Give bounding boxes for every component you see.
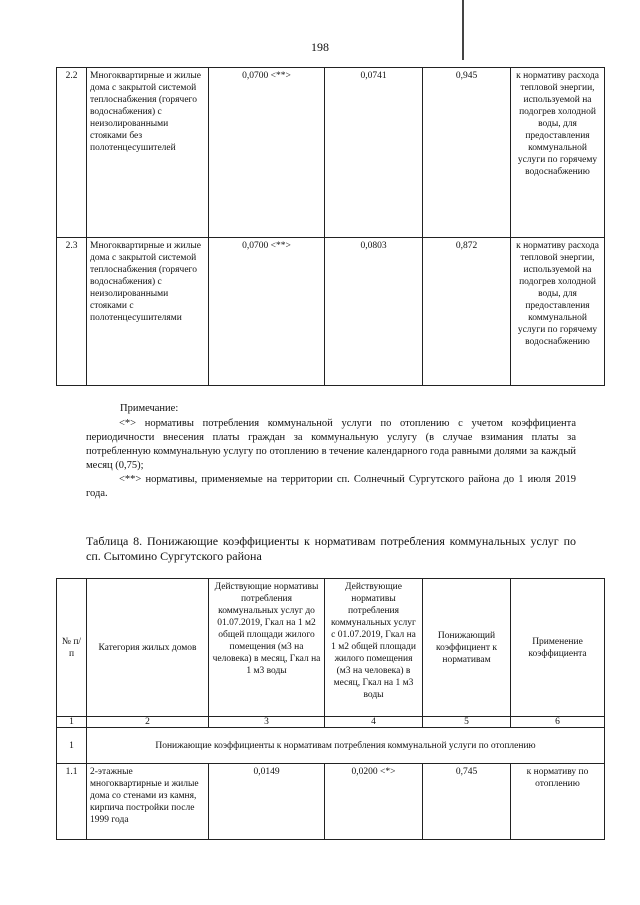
header-row — [57, 579, 605, 717]
notes-title: Примечание: — [120, 403, 179, 414]
table-8-heading: Таблица 8. Понижающие коэффициенты к нормативам потребления коммунальных услуг по сп. Сытомино Сургутского района — [86, 534, 576, 563]
table-8 — [56, 578, 605, 840]
header-num: № п/п — [57, 579, 87, 717]
index-cell: 3 — [209, 717, 325, 728]
index-cell: 4 — [325, 717, 423, 728]
section-number: 1 — [57, 728, 87, 764]
index-cell: 6 — [511, 717, 605, 728]
index-cell: 2 — [87, 717, 209, 728]
section-title: Понижающие коэффициенты к нормативам потребления коммунальной услуги по отоплению — [87, 728, 605, 764]
reduction-coefficient: 0,945 — [423, 68, 511, 238]
norm-after: 0,0200 <*> — [325, 764, 423, 840]
table-row — [57, 68, 605, 238]
scan-artifact — [290, 0, 350, 22]
page-number: 198 — [311, 40, 329, 54]
note-double-star: <**> нормативы, применяемые на территории сп. Солнечный Сургутского района до 1 июля 2019 года. — [86, 474, 576, 499]
row-number: 2.2 — [57, 68, 87, 238]
coefficient-application: к нормативу расхода тепловой энергии, используемой на подогрев холодной воды, для предоставления коммунальной услуги по горячему водоснабжению — [511, 68, 605, 238]
house-category: Многоквартирные и жилые дома с закрытой системой теплоснабжения (горячего водоснабжения) с неизолированными стояками без полотенцесушителей — [87, 68, 209, 238]
reduction-coefficient: 0,872 — [423, 238, 511, 386]
reduction-coefficient: 0,745 — [423, 764, 511, 840]
table-row — [57, 238, 605, 386]
norm-before: 0,0149 — [209, 764, 325, 840]
norm-after: 0,0803 — [325, 238, 423, 386]
coefficient-application: к нормативу по отоплению — [511, 764, 605, 840]
index-row — [57, 717, 605, 728]
index-cell: 5 — [423, 717, 511, 728]
house-category: 2-этажные многоквартирные и жилые дома со стенами из камня, кирпича постройки после 1999 года — [87, 764, 209, 840]
row-number: 2.3 — [57, 238, 87, 386]
coefficient-application: к нормативу расхода тепловой энергии, используемой на подогрев холодной воды, для предоставления коммунальной услуги по горячему водоснабжению — [511, 238, 605, 386]
note-star: <*> нормативы потребления коммунальной услуги по отоплению с учетом коэффициента периодичности внесения платы граждан за коммунальную услугу (в случае взимания платы за потребленную коммунальную услугу по отоплению в течение календарного года равными долями за каждый месяц (0,75); — [86, 418, 576, 471]
section-row — [57, 728, 605, 764]
row-number: 1.1 — [57, 764, 87, 840]
header-after: Действующие нормативы потребления коммунальных услуг с 01.07.2019, Гкал на 1 м2 общей площади жилого помещения (м3 на человека) в месяц, Гкал на 1 м3 воды — [325, 579, 423, 717]
norm-before: 0,0700 <**> — [209, 68, 325, 238]
header-coefficient: Понижающий коэффициент к нормативам — [423, 579, 511, 717]
header-before: Действующие нормативы потребления коммунальных услуг до 01.07.2019, Гкал на 1 м2 общей площади жилого помещения (м3 на человека) в месяц, Гкал на 1 м3 воды — [209, 579, 325, 717]
header-application: Применение коэффициента — [511, 579, 605, 717]
table-row — [57, 764, 605, 840]
norm-before: 0,0700 <**> — [209, 238, 325, 386]
house-category: Многоквартирные и жилые дома с закрытой системой теплоснабжения (горячего водоснабжения) с неизолированными стояками с полотенцесушителями — [87, 238, 209, 386]
header-category: Категория жилых домов — [87, 579, 209, 717]
norm-after: 0,0741 — [325, 68, 423, 238]
index-cell: 1 — [57, 717, 87, 728]
coefficients-table-continued — [56, 67, 605, 386]
